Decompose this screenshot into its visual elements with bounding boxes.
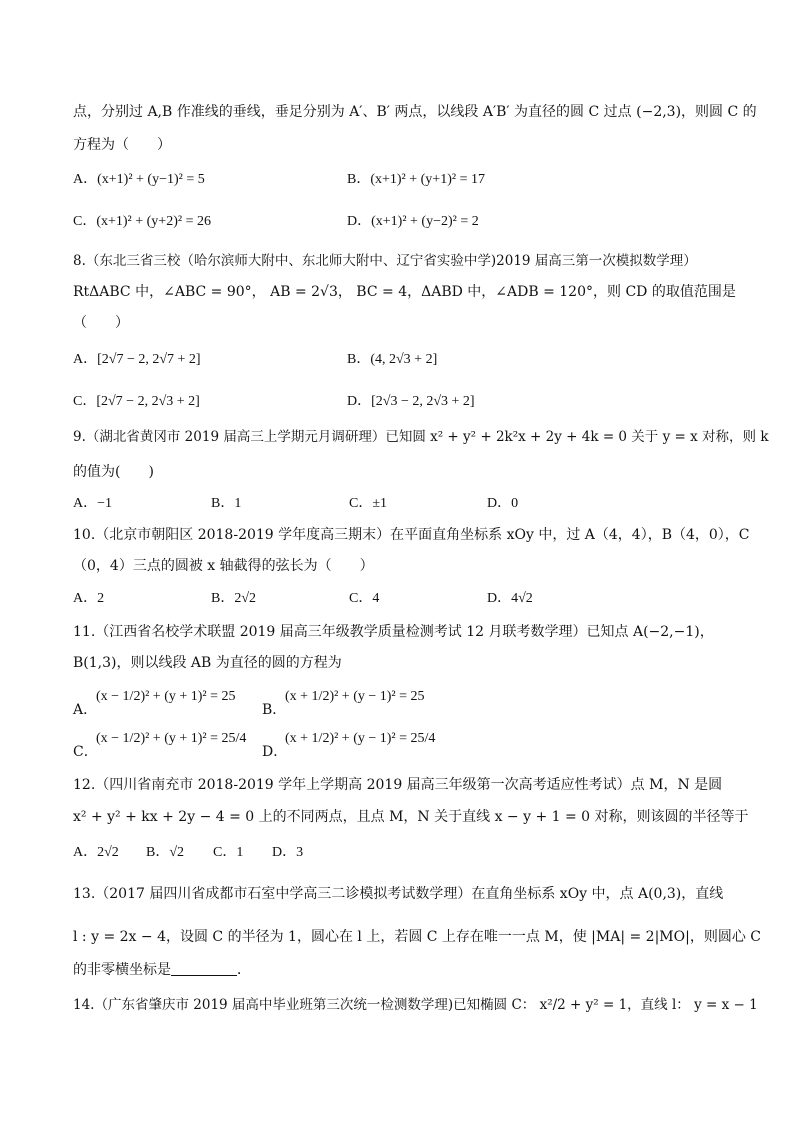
q9-option-b: B．1 <box>211 496 242 511</box>
q8-line-2: RtΔABC 中，∠ABC = 90°， AB = 2√3， BC = 4，ΔABD 中，∠ADB = 120°，则 CD 的取值范围是 <box>73 284 736 300</box>
q9-line-2: 的值为( ) <box>73 464 154 480</box>
q8-option-c: C．[2√7 − 2, 2√3 + 2] <box>73 394 200 409</box>
q7-line-2: 方程为（ ） <box>73 137 171 153</box>
q10-option-d: D．4√2 <box>487 591 533 606</box>
q9-option-d: D．0 <box>487 496 519 511</box>
q11-option-d: (x + 1/2)² + (y − 1)² = 25/4 <box>285 731 436 746</box>
q10-option-a: A．2 <box>73 591 105 606</box>
q11-option-b-letter: B． <box>262 702 287 718</box>
q11-option-b: (x + 1/2)² + (y − 1)² = 25 <box>285 689 425 704</box>
q10-line-2: （0，4）三点的圆被 x 轴截得的弦长为（ ） <box>73 558 374 574</box>
q10-option-c: C．4 <box>349 591 380 606</box>
q11-option-c-letter: C． <box>73 744 98 760</box>
q8-line-1: 8.（东北三省三校（哈尔滨师大附中、东北师大附中、辽宁省实验中学)2019 届高三第一次模拟数学理） <box>73 253 697 269</box>
q7-option-a: A．(x+1)² + (y−1)² = 5 <box>73 172 205 187</box>
answer-blank <box>171 961 237 976</box>
q8-option-d: D．[2√3 − 2, 2√3 + 2] <box>347 394 475 409</box>
q11-line-2: B(1,3)，则以线段 AB 为直径的圆的方程为 <box>73 655 342 671</box>
q8-option-a: A．[2√7 − 2, 2√7 + 2] <box>73 352 201 367</box>
q13-line-2: l : y = 2x − 4，设圆 C 的半径为 1，圆心在 l 上，若圆 C 上存在唯一一点 M，使 |MA| = 2|MO|，则圆心 C <box>73 929 761 945</box>
q7-option-d: D．(x+1)² + (y−2)² = 2 <box>347 214 479 229</box>
q7-option-b: B．(x+1)² + (y+1)² = 17 <box>347 172 485 187</box>
q11-option-c: (x − 1/2)² + (y + 1)² = 25/4 <box>96 731 247 746</box>
q11-option-d-letter: D． <box>262 744 288 760</box>
q12-option-c: C．1 <box>213 845 244 860</box>
q12-option-b: B．√2 <box>146 845 185 860</box>
q13-line-3-text: 的非零横坐标是 <box>73 962 171 978</box>
q9-option-a: A．−1 <box>73 496 113 511</box>
q14-line-1: 14.（广东省肇庆市 2019 届高中毕业班第三次统一检测数学理)已知椭圆 C： x²/2 + y² = 1，直线 l： y = x − 1 <box>73 997 758 1013</box>
q12-option-a: A．2√2 <box>73 845 119 860</box>
q12-line-2: x² + y² + kx + 2y − 4 = 0 上的不同两点，且点 M，N 关于直线 x − y + 1 = 0 对称，则该圆的半径等于 <box>73 809 749 825</box>
q7-line-1: 点，分别过 A,B 作准线的垂线，垂足分别为 A′、B′ 两点，以线段 A′B′ 为直径的圆 C 过点 (−2,3)，则圆 C 的 <box>73 104 757 120</box>
q11-line-1: 11.（江西省名校学术联盟 2019 届高三年级教学质量检测考试 12 月联考数学理）已知点 A(−2,−1)， <box>73 624 714 640</box>
q10-line-1: 10.（北京市朝阳区 2018-2019 学年度高三期末）在平面直角坐标系 xOy 中，过 A（4，4），B（4，0），C <box>73 527 750 543</box>
q12-option-d: D．3 <box>272 845 304 860</box>
q9-option-c: C．±1 <box>349 496 388 511</box>
q8-option-b: B．(4, 2√3 + 2] <box>347 352 438 367</box>
q7-option-c: C．(x+1)² + (y+2)² = 26 <box>73 214 211 229</box>
q13-line-1: 13.（2017 届四川省成都市石室中学高三二诊模拟考试数学理）在直角坐标系 xOy 中，点 A(0,3)，直线 <box>73 886 724 902</box>
q12-line-1: 12.（四川省南充市 2018-2019 学年上学期高 2019 届高三年级第一次高考适应性考试）点 M，N 是圆 <box>73 777 723 793</box>
q8-line-3: （ ） <box>73 315 129 331</box>
q13-line-3 <box>73 960 251 980</box>
q9-line-1: 9.（湖北省黄冈市 2019 届高三上学期元月调研理）已知圆 x² + y² + 2k²x + 2y + 4k = 0 关于 y = x 对称，则 k <box>73 429 769 445</box>
q10-option-b: B．2√2 <box>211 591 257 606</box>
q11-option-a: (x − 1/2)² + (y + 1)² = 25 <box>96 689 236 704</box>
q11-option-a-letter: A． <box>73 702 98 718</box>
q13-line-3-end: ． <box>237 962 251 978</box>
